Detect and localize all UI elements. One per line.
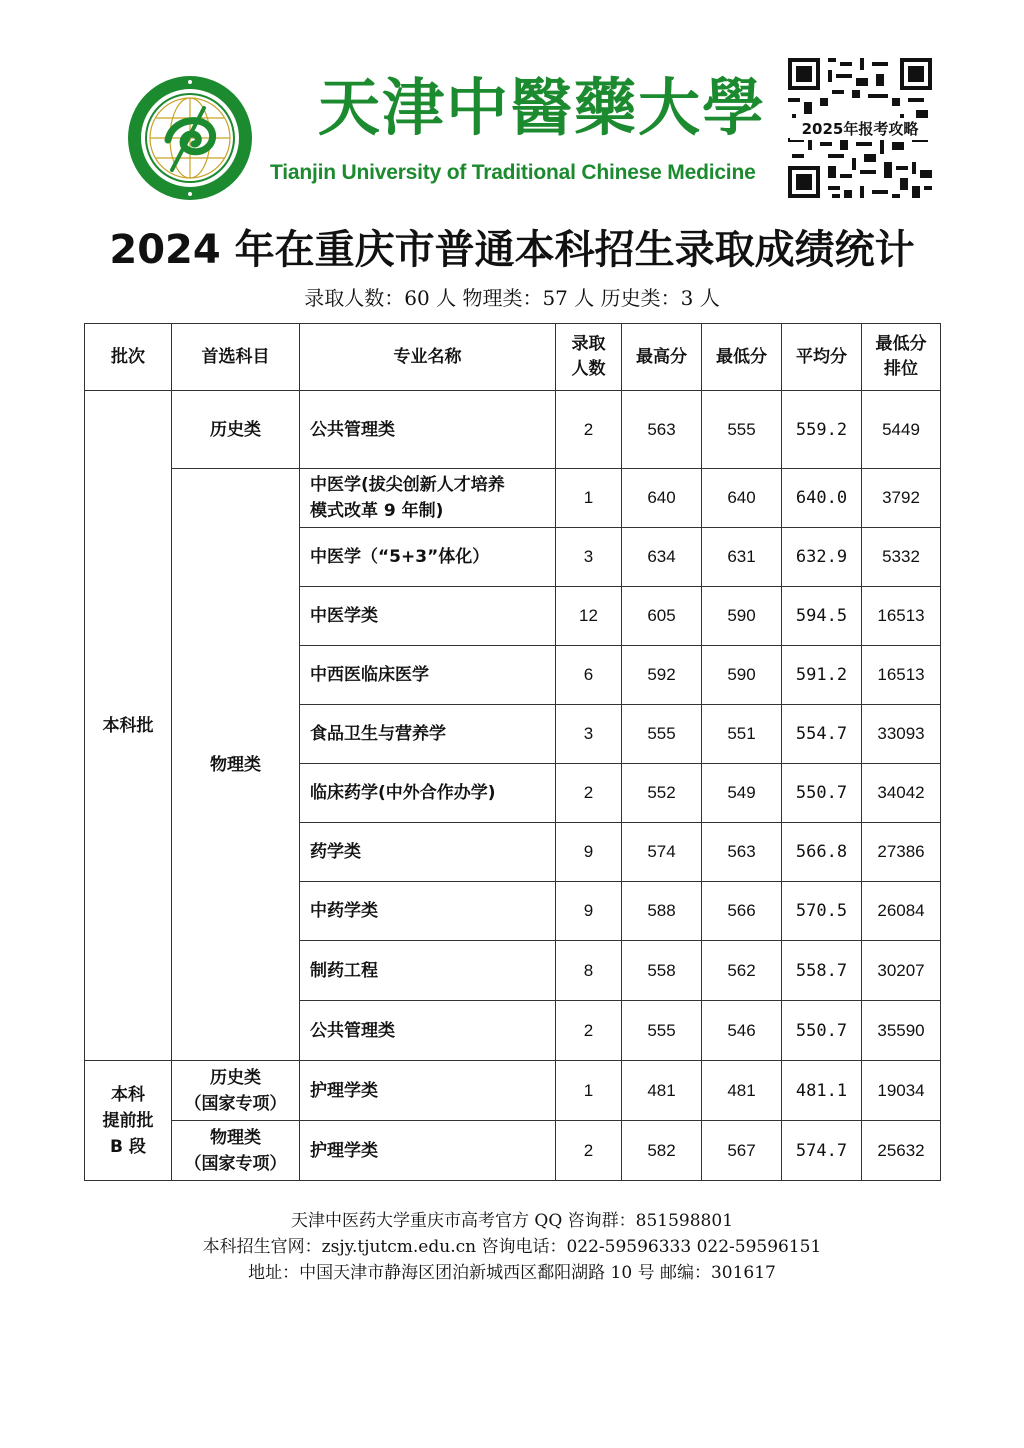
min-score: 562	[702, 941, 782, 1001]
max-score: 605	[622, 587, 702, 646]
max-score: 582	[622, 1121, 702, 1181]
min-rank: 5449	[862, 391, 941, 469]
max-score: 555	[622, 1001, 702, 1061]
min-score: 640	[702, 469, 782, 528]
subject-line2: （国家专项）	[184, 1093, 287, 1114]
avg-score: 550.7	[782, 1001, 862, 1061]
admit-count: 6	[556, 646, 622, 705]
avg-score: 591.2	[782, 646, 862, 705]
min-score: 549	[702, 764, 782, 823]
min-rank: 27386	[862, 823, 941, 882]
max-score: 634	[622, 528, 702, 587]
max-score: 555	[622, 705, 702, 764]
avg-score: 574.7	[782, 1121, 862, 1181]
subject-physics-special	[172, 1121, 300, 1181]
admit-count: 1	[556, 1061, 622, 1121]
batch-early-line1: 本科	[111, 1084, 145, 1105]
max-score: 558	[622, 941, 702, 1001]
subject-history: 历史类	[172, 391, 300, 469]
avg-score: 632.9	[782, 528, 862, 587]
header-subject: 首选科目	[172, 324, 300, 391]
avg-score: 559.2	[782, 391, 862, 469]
avg-score: 566.8	[782, 823, 862, 882]
header-major: 专业名称	[300, 324, 556, 391]
min-score: 567	[702, 1121, 782, 1181]
min-score: 555	[702, 391, 782, 469]
header-avg-score: 平均分	[782, 324, 862, 391]
header-min-score: 最低分	[702, 324, 782, 391]
max-score: 592	[622, 646, 702, 705]
min-score: 551	[702, 705, 782, 764]
table-row	[85, 391, 941, 469]
min-score: 563	[702, 823, 782, 882]
university-name-cn: 天津中醫藥大學	[318, 71, 767, 144]
table-header-row	[85, 324, 941, 391]
min-score: 590	[702, 587, 782, 646]
table-row	[85, 1121, 941, 1181]
major-name: 药学类	[300, 823, 556, 882]
subject-physics: 物理类	[172, 469, 300, 1061]
header-count-line2: 人数	[571, 359, 606, 379]
header-count-line1: 录取	[571, 334, 606, 354]
footer-website-phone[interactable]: 本科招生官网：zsjy.tjutcm.edu.cn 咨询电话：022-59596333 022-59596151	[202, 1237, 822, 1257]
table-row	[85, 1061, 941, 1121]
header-rank-line2: 排位	[884, 359, 918, 379]
avg-score: 481.1	[782, 1061, 862, 1121]
footer-qq-group: 天津中医药大学重庆市高考官方 QQ 咨询群：851598801	[290, 1211, 734, 1231]
admit-count: 2	[556, 1001, 622, 1061]
admit-count: 12	[556, 587, 622, 646]
min-score: 546	[702, 1001, 782, 1061]
major-name-line2: 模式改革 9 年制)	[310, 501, 444, 521]
admit-count: 3	[556, 705, 622, 764]
footer-address: 地址：中国天津市静海区团泊新城西区鄱阳湖路 10 号 邮编：301617	[248, 1263, 776, 1283]
university-name-en: Tianjin University of Traditional Chinese Medicine	[270, 161, 756, 184]
min-rank: 33093	[862, 705, 941, 764]
max-score: 588	[622, 882, 702, 941]
major-name: 中西医临床医学	[300, 646, 556, 705]
enrollment-summary: 录取人数：60 人 物理类：57 人 历史类：3 人	[304, 286, 720, 310]
subject-history-special	[172, 1061, 300, 1121]
batch-early-b	[85, 1061, 172, 1181]
min-rank: 30207	[862, 941, 941, 1001]
avg-score: 570.5	[782, 882, 862, 941]
major-name: 制药工程	[300, 941, 556, 1001]
university-emblem-icon	[126, 74, 254, 202]
admit-count: 3	[556, 528, 622, 587]
major-name: 临床药学(中外合作办学)	[300, 764, 556, 823]
min-score: 590	[702, 646, 782, 705]
avg-score: 550.7	[782, 764, 862, 823]
major-name: 中医学类	[300, 587, 556, 646]
max-score: 552	[622, 764, 702, 823]
max-score: 574	[622, 823, 702, 882]
min-rank: 25632	[862, 1121, 941, 1181]
max-score: 563	[622, 391, 702, 469]
page-title: 2024 年在重庆市普通本科招生录取成绩统计	[109, 227, 915, 273]
min-rank: 3792	[862, 469, 941, 528]
major-name: 公共管理类	[300, 1001, 556, 1061]
major-name: 中药学类	[300, 882, 556, 941]
admit-count: 8	[556, 941, 622, 1001]
major-name	[300, 469, 556, 528]
min-score: 566	[702, 882, 782, 941]
batch-regular: 本科批	[85, 391, 172, 1061]
min-rank: 26084	[862, 882, 941, 941]
subject-line1: 历史类	[210, 1067, 261, 1088]
major-name: 公共管理类	[300, 391, 556, 469]
admit-count: 9	[556, 882, 622, 941]
admit-count: 2	[556, 391, 622, 469]
batch-early-line2: 提前批	[102, 1110, 154, 1131]
major-name: 护理学类	[300, 1061, 556, 1121]
admit-count: 2	[556, 764, 622, 823]
avg-score: 640.0	[782, 469, 862, 528]
footer-contact	[0, 1208, 1024, 1286]
avg-score: 554.7	[782, 705, 862, 764]
header-count	[556, 324, 622, 391]
admission-scores-table	[84, 323, 941, 1181]
major-name: 中医学（“5+3”体化）	[300, 528, 556, 587]
subject-line2: （国家专项）	[184, 1153, 287, 1174]
min-rank: 16513	[862, 646, 941, 705]
header-max-score: 最高分	[622, 324, 702, 391]
header-rank-line1: 最低分	[875, 334, 927, 354]
min-score: 631	[702, 528, 782, 587]
avg-score: 558.7	[782, 941, 862, 1001]
subject-line1: 物理类	[210, 1127, 261, 1148]
admit-count: 1	[556, 469, 622, 528]
batch-early-line3: B 段	[110, 1136, 146, 1157]
major-name-line1: 中医学(拔尖创新人才培养	[310, 475, 505, 495]
max-score: 481	[622, 1061, 702, 1121]
major-name: 护理学类	[300, 1121, 556, 1181]
min-rank: 19034	[862, 1061, 941, 1121]
min-rank: 34042	[862, 764, 941, 823]
header-batch: 批次	[85, 324, 172, 391]
admit-count: 2	[556, 1121, 622, 1181]
major-name: 食品卫生与营养学	[300, 705, 556, 764]
min-rank: 16513	[862, 587, 941, 646]
min-rank: 5332	[862, 528, 941, 587]
avg-score: 594.5	[782, 587, 862, 646]
min-rank: 35590	[862, 1001, 941, 1061]
max-score: 640	[622, 469, 702, 528]
admit-count: 9	[556, 823, 622, 882]
min-score: 481	[702, 1061, 782, 1121]
table-row	[85, 469, 941, 528]
header-min-rank	[862, 324, 941, 391]
qr-code-label: 2025年报考攻略	[790, 118, 930, 140]
